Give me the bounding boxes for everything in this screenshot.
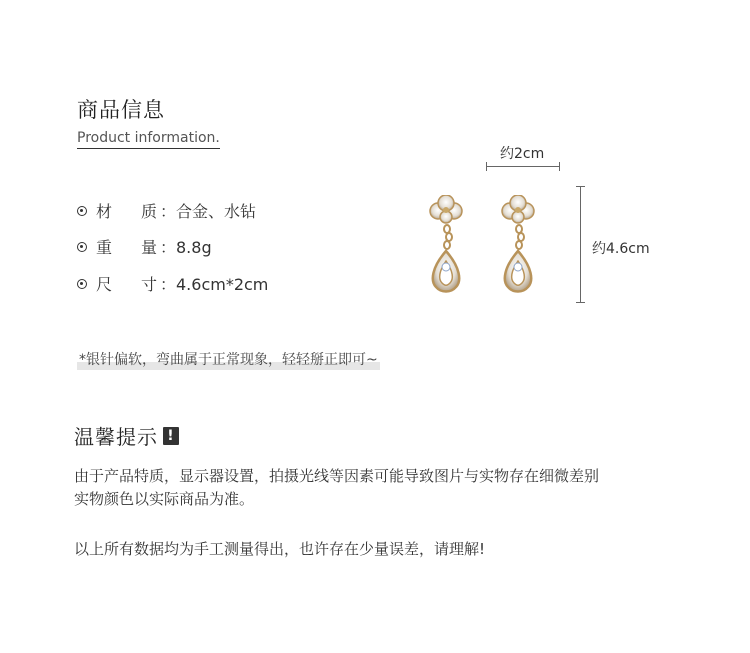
target-bullet-icon bbox=[77, 242, 87, 252]
care-note: *银针偏软，弯曲属于正常现象，轻轻掰正即可~ bbox=[77, 349, 380, 370]
earrings-image bbox=[420, 195, 570, 305]
width-dimension-tick-left bbox=[486, 162, 487, 171]
spec-row-size: 尺 寸 ：4.6cm*2cm bbox=[77, 272, 268, 295]
spec-value: ：合金、水钻 bbox=[160, 202, 257, 221]
spec-key-1: 材 bbox=[96, 202, 113, 221]
height-dimension-tick-bottom bbox=[576, 302, 585, 303]
tips-paragraph-1-line-1: 由于产品特质，显示器设置，拍摄光线等因素可能导致图片与实物存在细微差别 bbox=[74, 467, 600, 485]
spec-key-1: 重 bbox=[96, 238, 113, 257]
section-title: 商品信息 bbox=[77, 98, 165, 122]
spec-value: ：4.6cm*2cm bbox=[160, 275, 269, 294]
target-bullet-icon bbox=[77, 279, 87, 289]
spec-row-weight: 重 量 ：8.8g bbox=[77, 235, 212, 258]
flower-top-icon bbox=[502, 195, 534, 223]
tips-paragraph-2: 以上所有数据均为手工测量得出，也许存在少量误差，请理解! bbox=[74, 540, 486, 558]
earring-left bbox=[430, 195, 462, 292]
height-dimension-label: 约4.6cm bbox=[592, 241, 650, 257]
exclamation-icon: ! bbox=[163, 427, 179, 445]
spec-row-material: 材 质 ：合金、水钻 bbox=[77, 199, 256, 222]
height-dimension-line bbox=[580, 186, 581, 303]
earring-right bbox=[502, 195, 534, 292]
spec-key-1: 尺 bbox=[96, 275, 113, 294]
width-dimension-tick-right bbox=[559, 162, 560, 171]
width-dimension-line bbox=[486, 166, 560, 167]
teardrop-pendant-icon bbox=[505, 251, 531, 292]
flower-top-icon bbox=[430, 195, 462, 223]
target-bullet-icon bbox=[77, 206, 87, 216]
width-dimension-label: 约2cm bbox=[500, 146, 545, 162]
tips-paragraph-1-line-2: 实物颜色以实际商品为准。 bbox=[74, 490, 255, 508]
tips-title bbox=[74, 421, 179, 450]
tips-title-text: 温馨提示 bbox=[74, 425, 158, 449]
chain-icon bbox=[516, 225, 524, 249]
spec-value: ：8.8g bbox=[160, 238, 212, 257]
section-subtitle: Product information. bbox=[77, 130, 220, 149]
chain-icon bbox=[444, 225, 452, 249]
height-dimension-tick-top bbox=[576, 186, 585, 187]
tips-paragraph-1 bbox=[74, 465, 674, 511]
teardrop-pendant-icon bbox=[433, 251, 459, 292]
